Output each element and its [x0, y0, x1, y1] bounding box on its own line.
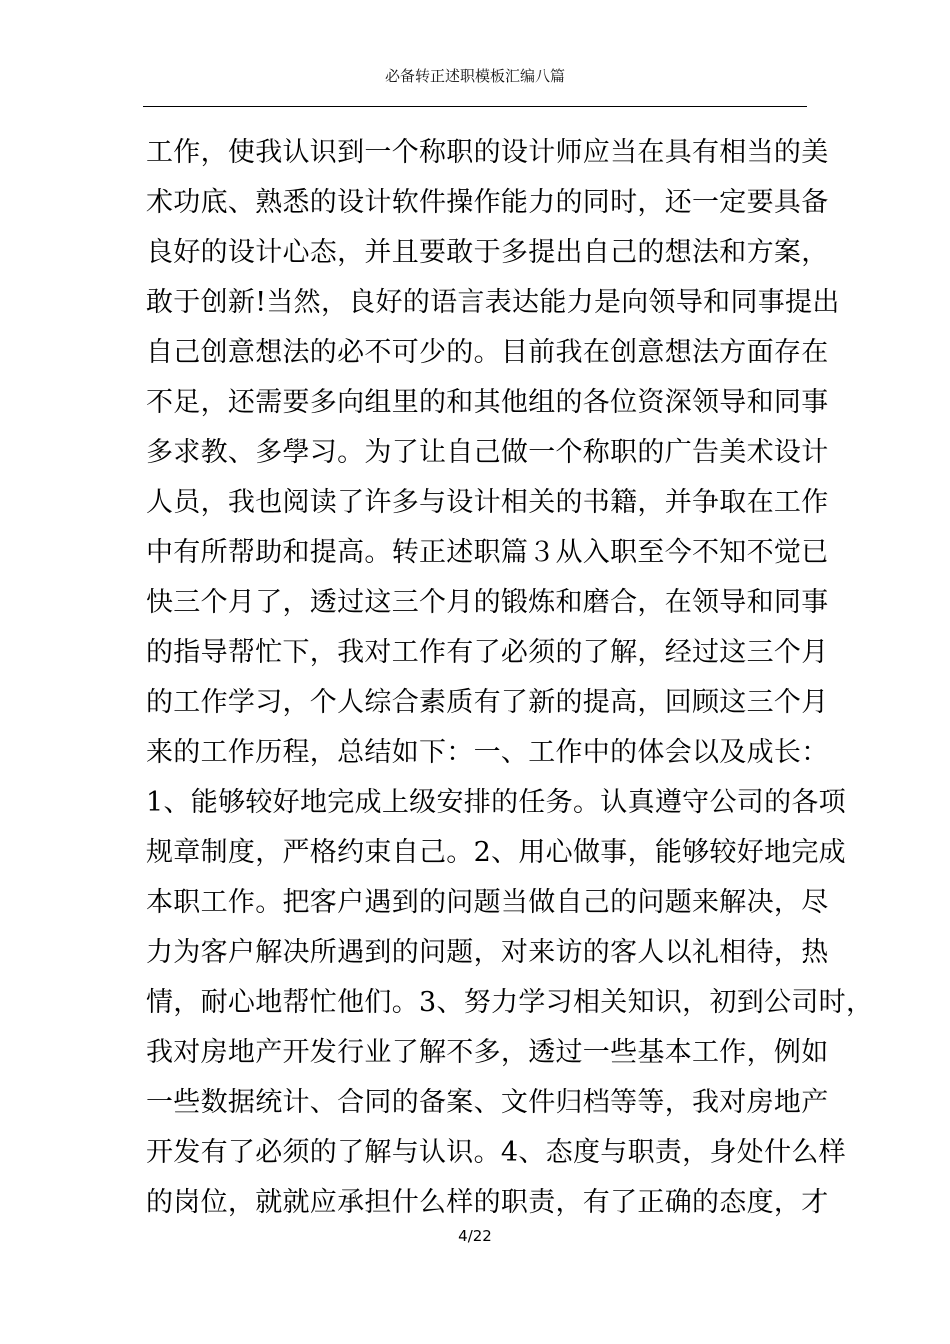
text-line: 开发有了必须的了解与认识。4、态度与职责，身处什么样: [146, 1137, 846, 1168]
text-line: 的工作学习，个人综合素质有了新的提高，回顾这三个月: [146, 687, 829, 718]
text-line: 力为客户解决所遇到的问题，对来访的客人以礼相待，热: [146, 937, 829, 968]
text-line: 1、能够较好地完成上级安排的任务。认真遵守公司的各项: [146, 787, 846, 818]
text-line: 良好的设计心态，并且要敢于多提出自己的想法和方案，: [146, 237, 829, 268]
text-line: 多求教、多學习。为了让自己做一个称职的广告美术设计: [146, 437, 829, 468]
text-line: 一些数据统计、合同的备案、文件归档等等，我对房地产: [146, 1087, 829, 1118]
text-line: 中有所帮助和提高。转正述职篇３从入职至今不知不觉已: [146, 537, 829, 568]
text-line: 不足，还需要多向组里的和其他组的各位资深领导和同事: [146, 387, 829, 418]
text-line: 自己创意想法的必不可少的。目前我在创意想法方面存在: [146, 337, 829, 368]
text-line: 人员，我也阅读了许多与设计相关的书籍，并争取在工作: [146, 487, 829, 518]
header-divider: [143, 106, 807, 107]
text-line: 本职工作。把客户遇到的问题当做自己的问题来解决，尽: [146, 887, 829, 918]
text-line: 我对房地产开发行业了解不多，透过一些基本工作，例如: [146, 1037, 829, 1068]
text-line: 快三个月了，透过这三个月的锻炼和磨合，在领导和同事: [146, 587, 829, 618]
page-number: 4/22: [458, 1227, 492, 1245]
text-line: 的指导帮忙下，我对工作有了必须的了解，经过这三个月: [146, 637, 829, 668]
text-line: 来的工作历程，总结如下：一、工作中的体会以及成长：: [146, 737, 829, 768]
text-line: 术功底、熟悉的设计软件操作能力的同时，还一定要具备: [146, 187, 829, 218]
text-line: 规章制度，严格约束自己。2、用心做事，能够较好地完成: [146, 837, 846, 868]
text-line: 敢于创新!当然，良好的语言表达能力是向领导和同事提出: [146, 287, 840, 318]
text-line: 的岗位，就就应承担什么样的职责，有了正确的态度，才: [146, 1187, 829, 1218]
body-text: [146, 128, 874, 1228]
text-line: 情，耐心地帮忙他们。3、努力学习相关知识，初到公司时，: [146, 987, 874, 1018]
page-header-title: 必备转正述职模板汇编八篇: [384, 67, 565, 85]
text-line: 工作，使我认识到一个称职的设计师应当在具有相当的美: [146, 137, 829, 168]
